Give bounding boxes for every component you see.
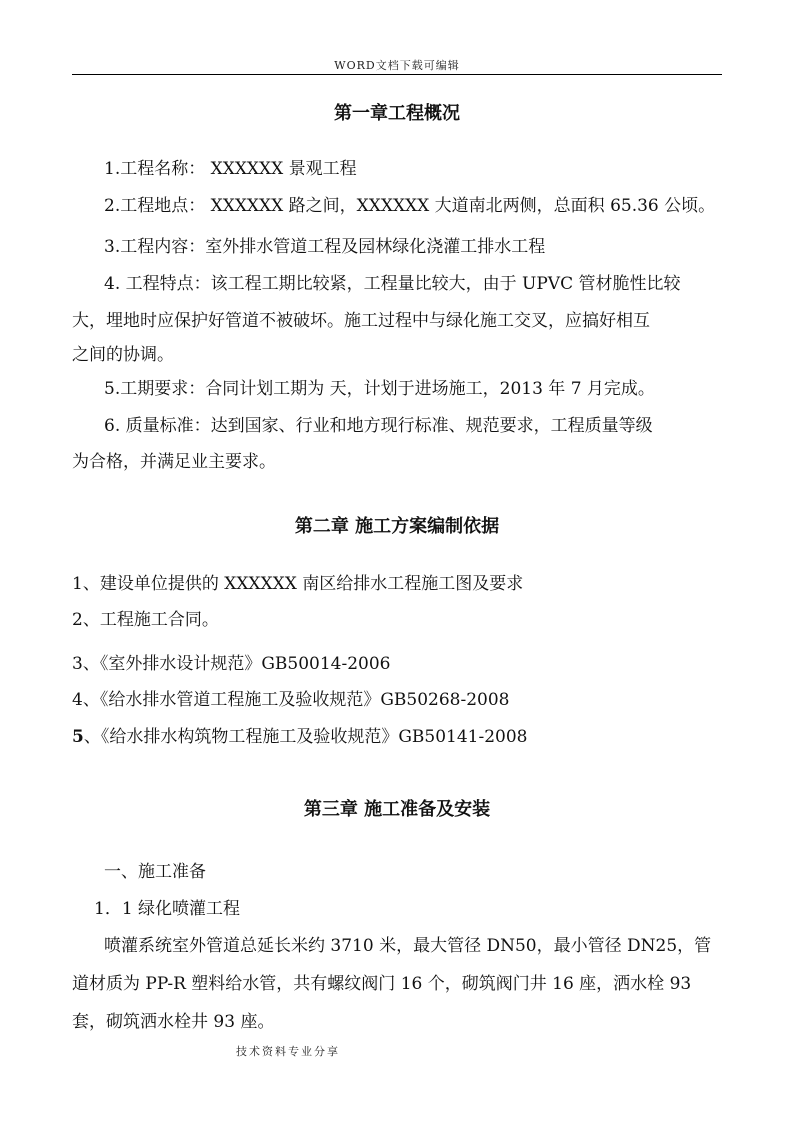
chapter3-paragraph-line-3: 套，砌筑洒水栓井 93 座。 [72, 1012, 275, 1032]
chapter2-item-2: 2、工程施工合同。 [72, 610, 219, 630]
chapter1-line-7: 5.工期要求：合同计划工期为 天，计划于进场施工，2013 年 7 月完成。 [104, 379, 655, 399]
chapter2-item-4: 4、《给水排水管道工程施工及验收规范》GB50268-2008 [72, 690, 510, 710]
chapter1-line-6: 之间的协调。 [72, 345, 174, 365]
chapter1-line-8: 6. 质量标准：达到国家、行业和地方现行标准、规范要求，工程质量等级 [104, 416, 653, 436]
header-text: WORD文档下载可编辑 [334, 59, 460, 72]
chapter2-title: 第二章 施工方案编制依据 [294, 516, 500, 537]
chapter1-line-3: 3.工程内容：室外排水管道工程及园林绿化浇灌工排水工程 [104, 237, 546, 257]
chapter2-item-5-text: 、《给水排水构筑物工程施工及验收规范》GB50141-2008 [83, 727, 528, 747]
chapter1-line-1: 1.工程名称： XXXXXX 景观工程 [104, 159, 357, 179]
chapter1-line-5: 大，埋地时应保护好管道不被破坏。施工过程中与绿化施工交叉，应搞好相互 [72, 311, 650, 331]
chapter1-title: 第一章工程概况 [334, 103, 460, 124]
chapter1-line-4: 4. 工程特点：该工程工期比较紧，工程量比较大，由于 UPVC 管材脆性比较 [104, 274, 681, 294]
chapter3-section-1: 一、施工准备 [104, 862, 206, 882]
header-divider [72, 74, 722, 75]
chapter3-title: 第三章 施工准备及安装 [303, 799, 491, 820]
chapter1-line-2: 2.工程地点： XXXXXX 路之间，XXXXXX 大道南北两侧，总面积 65.36 公顷。 [104, 196, 716, 216]
chapter2-item-5-number: 5 [72, 727, 84, 747]
footer-text: 技术资料专业分享 [236, 1045, 340, 1058]
chapter3-paragraph-line-2: 道材质为 PP-R 塑料给水管，共有螺纹阀门 16 个，砌筑阀门井 16 座，洒水栓 93 [72, 974, 692, 994]
chapter3-paragraph-line-1: 喷灌系统室外管道总延长米约 3710 米，最大管径 DN50，最小管径 DN25，管 [104, 936, 712, 956]
chapter3-subsection: 1．1 绿化喷灌工程 [94, 899, 241, 919]
chapter2-item-1: 1、建设单位提供的 XXXXXX 南区给排水工程施工图及要求 [72, 574, 524, 594]
chapter2-item-3: 3、《室外排水设计规范》GB50014-2006 [72, 654, 391, 674]
chapter1-line-9: 为合格，并满足业主要求。 [72, 452, 276, 472]
chapter2-item-5 [72, 727, 528, 747]
